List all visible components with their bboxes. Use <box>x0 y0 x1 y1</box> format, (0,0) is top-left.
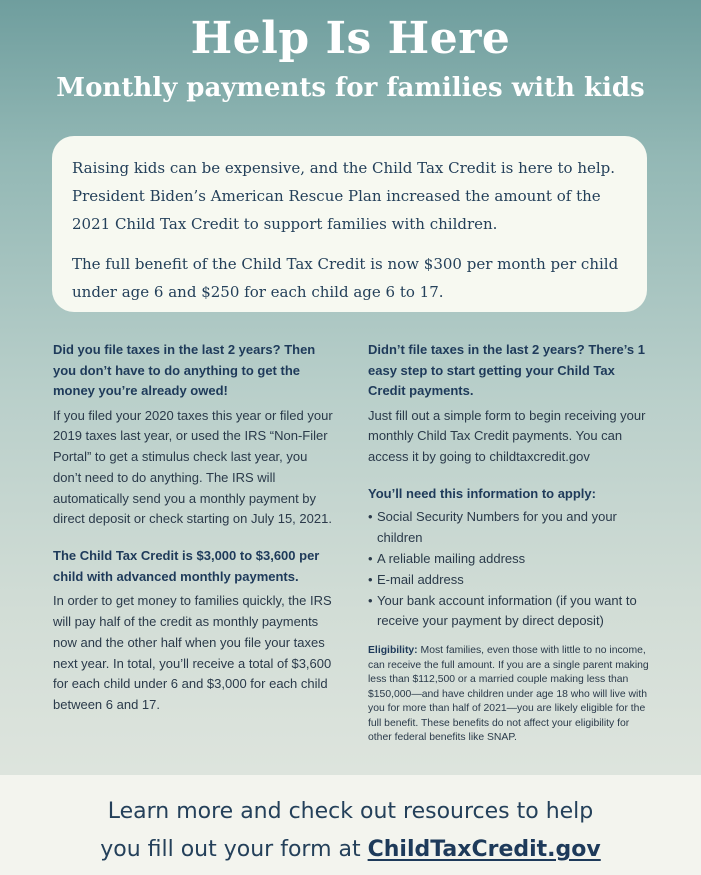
credit-amount-body: In order to get money to families quickly, the IRS will pay half of the credit as monthly payments now and the other half when you file your taxes next year. In total, you’ll receive a total of $3,600 for each child under 6 and $3,000 for each child between 6 and 17. <box>53 593 332 713</box>
info-needed-heading: You’ll need this information to apply: <box>368 485 596 501</box>
list-item: • A reliable mailing address <box>368 549 653 570</box>
right-column <box>368 340 653 746</box>
footer-line-2 <box>0 835 701 865</box>
credit-amount-heading: The Child Tax Credit is $3,000 to $3,600 per child with advanced monthly payments. <box>53 548 320 584</box>
footer-banner <box>0 775 701 875</box>
not-filed-body: Just fill out a simple form to begin receiving your monthly Child Tax Credit payments. You can access it by going to childtaxcredit.gov <box>368 407 646 465</box>
filed-taxes-body: If you filed your 2020 taxes this year or filed your 2019 taxes last year, or used the IRS “Non-Filer Portal” to get a stimulus check last year, you don’t need to do anything. The IRS will automatically send you a monthly payment by direct deposit or check starting on July 15, 2021. <box>53 407 333 527</box>
spacer <box>53 530 338 546</box>
spacer <box>368 468 653 484</box>
footer-line-2-text: you fill out your form at <box>100 837 368 862</box>
list-item: • Your bank account information (if you want to receive your payment by direct deposit) <box>368 591 653 633</box>
intro-paragraph-2: The full benefit of the Child Tax Credit is now $300 per month per child under age 6 and $250 for each child age 6 to 17. <box>72 255 619 301</box>
eligibility-note <box>368 644 653 746</box>
list-item: • E-mail address <box>368 570 653 591</box>
list-item: • Social Security Numbers for you and your children <box>368 507 653 549</box>
filed-taxes-heading: Did you file taxes in the last 2 years? Then you don’t have to do anything to get the money you’re already owed! <box>53 342 316 398</box>
left-column <box>53 340 338 716</box>
not-filed-heading: Didn’t file taxes in the last 2 years? There’s 1 easy step to start getting your Child Tax Credit payments. <box>368 342 645 398</box>
intro-box <box>52 136 647 312</box>
page-title: Help Is Here <box>190 13 511 64</box>
childtaxcredit-link[interactable]: ChildTaxCredit.gov <box>367 837 601 862</box>
intro-paragraph-1: Raising kids can be expensive, and the Child Tax Credit is here to help. President Biden’s American Rescue Plan increased the amount of the 2021 Child Tax Credit to support families with children. <box>72 159 616 233</box>
eligibility-text: Most families, even those with little to no income, can receive the full amount. If you are a single parent making less than $112,500 or a married couple making less than $150,000—and have children under age 18 who will live with you for more than half of 2021—you are likely eligible for the full benefit. These benefits do not affect your eligibility for other federal benefits like SNAP. <box>368 645 649 744</box>
info-needed-list <box>368 507 653 632</box>
eligibility-label: Eligibility: <box>368 645 418 657</box>
footer-line-1: Learn more and check out resources to help <box>107 799 594 824</box>
page-subtitle: Monthly payments for families with kids <box>56 73 645 103</box>
